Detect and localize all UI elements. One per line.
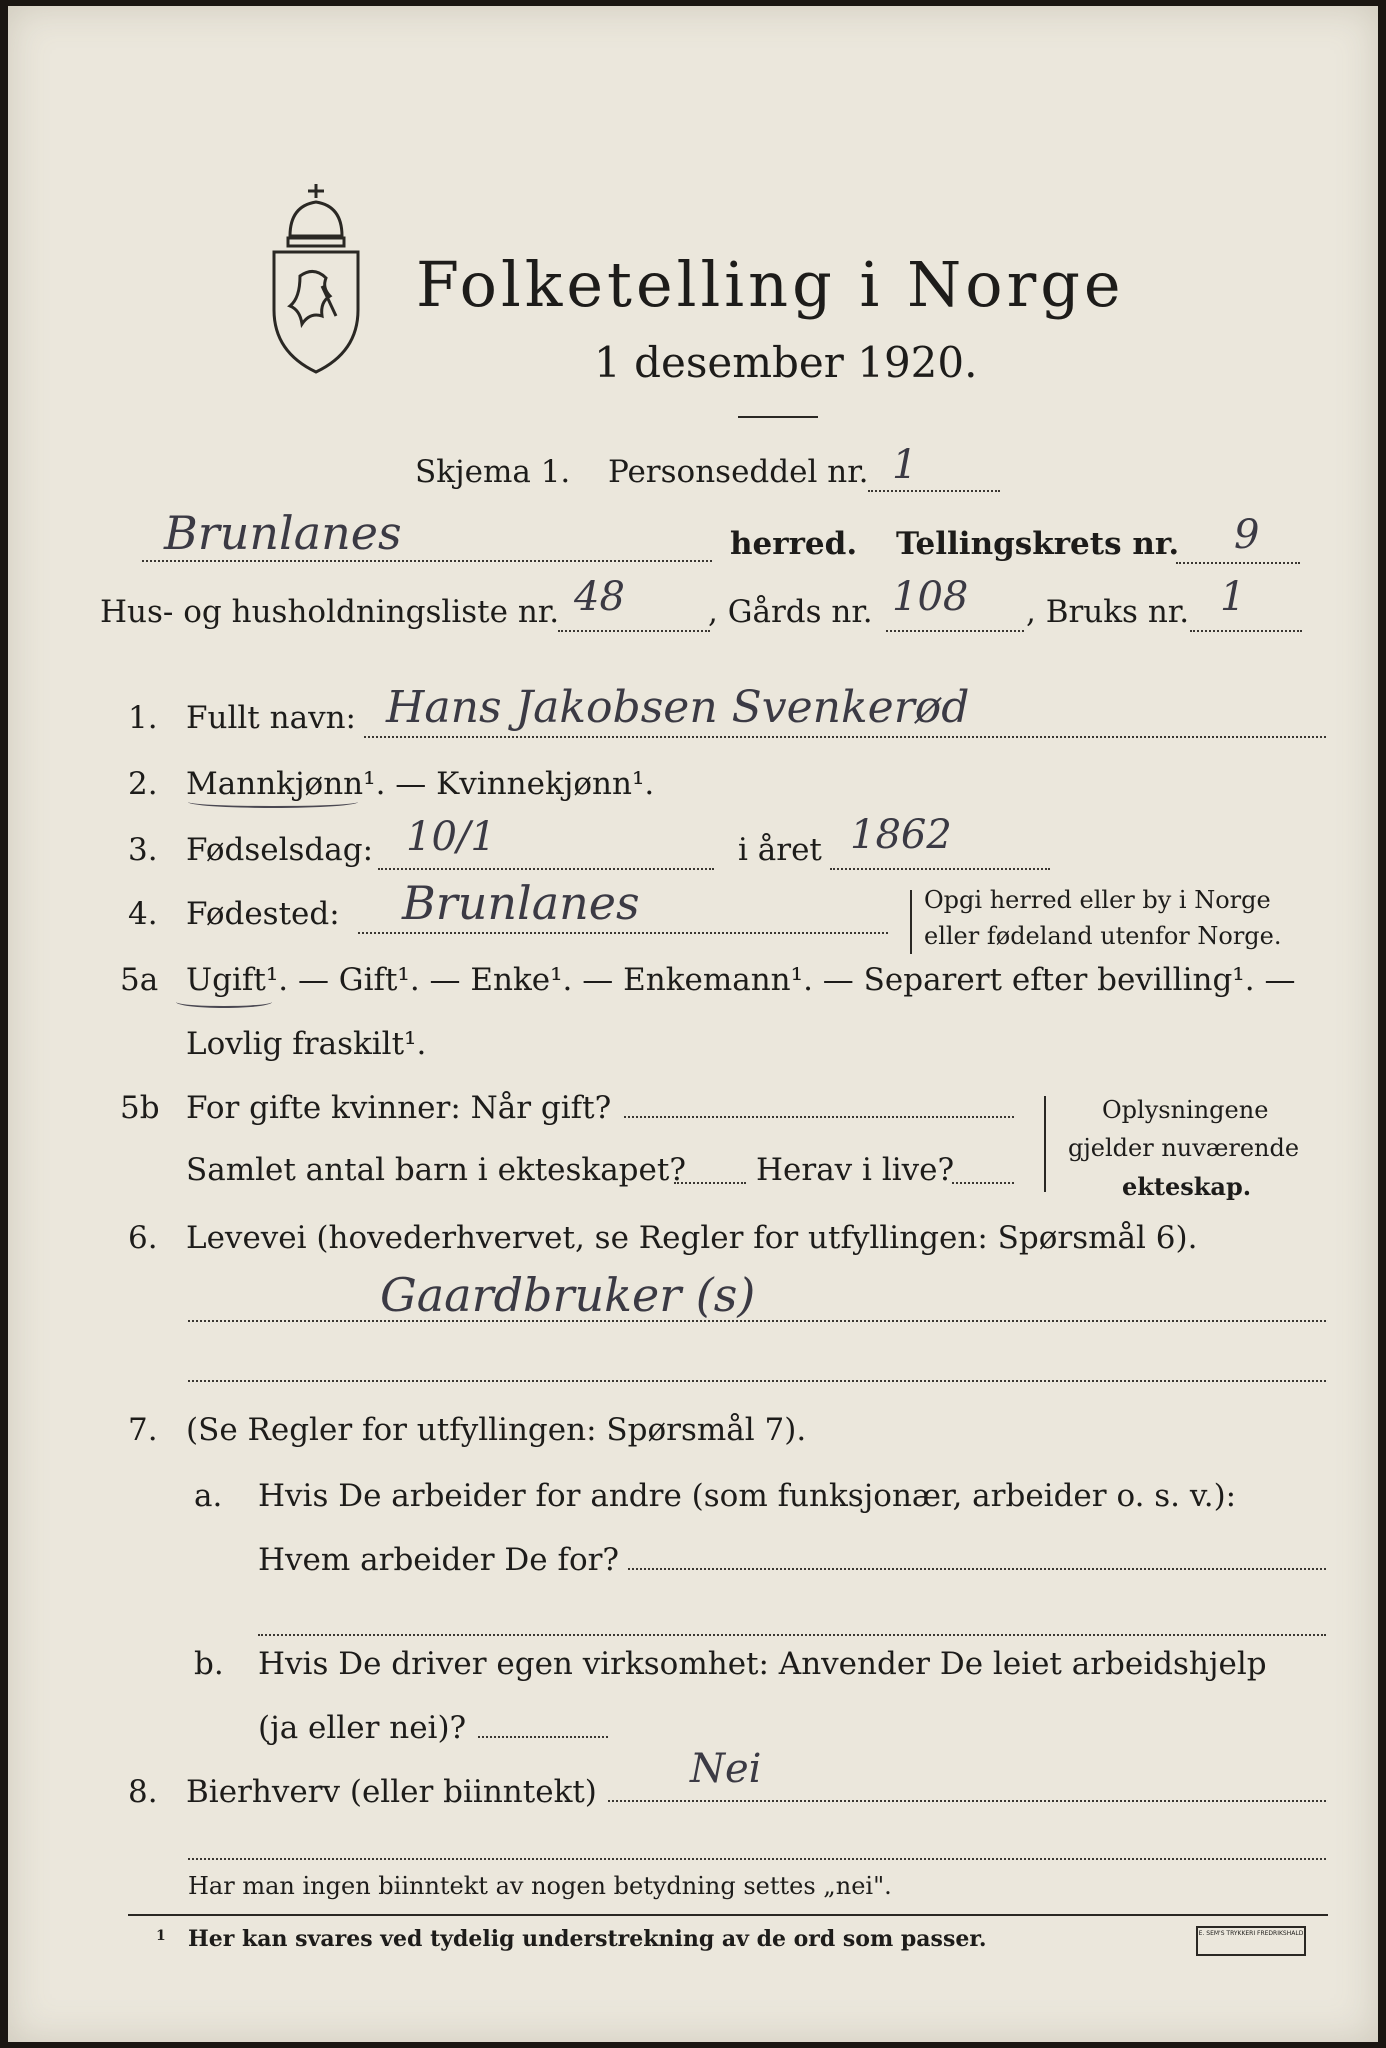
occupation-field[interactable] (188, 1320, 1326, 1322)
q5b-brace (1044, 1096, 1046, 1192)
herred-field[interactable] (142, 560, 712, 562)
footnote-mark: 1 (156, 1928, 166, 1944)
q8-number: 8. (128, 1774, 158, 1810)
form-title: Folketelling i Norge (416, 248, 1125, 321)
census-form (8, 6, 1378, 2042)
tellingskrets-label: Tellingskrets nr. (896, 526, 1180, 562)
q7a-label-2: Hvem arbeider De for? (258, 1542, 620, 1578)
birthdate-value: 10/1 (406, 814, 496, 860)
q6-number: 6. (128, 1220, 158, 1256)
bruks-value: 1 (1220, 574, 1246, 620)
q7b-label-2: (ja eller nei)? (258, 1710, 467, 1746)
hired-help-field[interactable] (478, 1736, 608, 1738)
gender-underline-mark (188, 796, 358, 808)
gards-value: 108 (892, 574, 969, 620)
bruks-field[interactable] (1190, 630, 1302, 632)
q4-brace (910, 890, 912, 954)
footnote: Her kan svares ved tydelig understrekning av de ord som passer. (188, 1926, 987, 1952)
q5b-alive-label: Herav i live? (756, 1152, 955, 1188)
form-date: 1 desember 1920. (594, 338, 978, 387)
birth-year-field[interactable] (830, 868, 1050, 870)
birthplace-field[interactable] (358, 932, 888, 934)
birth-year-value: 1862 (850, 812, 952, 858)
personseddel-field[interactable] (868, 490, 1000, 492)
q4-note-line1: Opgi herred eller by i Norge (924, 886, 1271, 914)
married-when-field[interactable] (624, 1116, 1014, 1118)
hus-value: 48 (574, 574, 625, 620)
footnote-divider (128, 1914, 1328, 1916)
gards-field[interactable] (886, 630, 1024, 632)
q3-label: Fødselsdag: (186, 832, 374, 868)
skjema-label: Skjema 1. (415, 454, 571, 490)
q5b-note-line2: gjelder nuværende (1068, 1134, 1300, 1162)
q5a-number: 5a (120, 962, 159, 998)
q7a-number: a. (194, 1478, 223, 1514)
children-alive-field[interactable] (952, 1182, 1014, 1184)
q7b-label: Hvis De driver egen virksomhet: Anvender De leiet arbeidshjelp (258, 1646, 1267, 1682)
q1-number: 1. (128, 700, 158, 736)
tellingskrets-value: 9 (1234, 512, 1260, 558)
q5b-children-label: Samlet antal barn i ekteskapet? (186, 1152, 686, 1188)
full-name-field[interactable] (364, 736, 1326, 738)
marital-status-options-2[interactable]: Lovlig fraskilt¹. (186, 1026, 427, 1062)
q7-number: 7. (128, 1412, 158, 1448)
q1-label: Fullt navn: (186, 700, 356, 736)
employer-field-2[interactable] (258, 1634, 1326, 1636)
employer-field[interactable] (628, 1568, 1326, 1570)
gender-options[interactable]: Mannkjønn¹. — Kvinnekjønn¹. (186, 766, 655, 802)
q7-label: (Se Regler for utfyllingen: Spørsmål 7). (186, 1412, 807, 1448)
marital-status-options[interactable]: Ugift¹. — Gift¹. — Enke¹. — Enkemann¹. — Separert efter bevilling¹. — (186, 962, 1296, 998)
side-income-field-2[interactable] (188, 1858, 1326, 1860)
hus-label: Hus- og husholdningsliste nr. (100, 594, 560, 630)
coat-of-arms-icon (260, 176, 372, 376)
q7b-number: b. (194, 1646, 224, 1682)
personseddel-label: Personseddel nr. (608, 454, 869, 490)
q5b-label: For gifte kvinner: Når gift? (186, 1090, 612, 1126)
herred-value: Brunlanes (164, 506, 402, 560)
herred-label: herred. (730, 526, 858, 562)
bruks-label: , Bruks nr. (1026, 594, 1190, 630)
q3-number: 3. (128, 832, 158, 868)
q6-label: Levevei (hovederhvervet, se Regler for utfyllingen: Spørsmål 6). (186, 1220, 1198, 1256)
q7a-label: Hvis De arbeider for andre (som funksjonær, arbeider o. s. v.): (258, 1478, 1237, 1514)
personseddel-value: 1 (892, 442, 918, 488)
q4-note-line2: eller fødeland utenfor Norge. (924, 922, 1282, 950)
q8-label: Bierhverv (eller biinntekt) (186, 1774, 597, 1810)
side-income-field[interactable] (608, 1800, 1326, 1802)
tellingskrets-field[interactable] (1176, 562, 1300, 564)
printer-stamp: E. SEM'S TRYKKERI FREDRIKSHALD (1196, 1926, 1306, 1956)
q5b-note-line1: Oplysningene (1102, 1096, 1269, 1124)
occupation-field-2[interactable] (188, 1380, 1326, 1382)
marital-underline-mark (176, 996, 272, 1008)
nei-note: Har man ingen biinntekt av nogen betydning settes „nei". (188, 1872, 892, 1900)
occupation-value: Gaardbruker (s) (380, 1268, 756, 1322)
title-divider (738, 416, 818, 418)
side-income-value: Nei (690, 1746, 762, 1792)
year-label: i året (738, 832, 822, 868)
birthplace-value: Brunlanes (402, 876, 640, 930)
children-total-field[interactable] (674, 1182, 746, 1184)
q4-number: 4. (128, 896, 158, 932)
gards-label: , Gårds nr. (708, 594, 873, 630)
q4-label: Fødested: (186, 896, 340, 932)
birthdate-field[interactable] (378, 868, 714, 870)
q5b-note-line3: ekteskap. (1122, 1172, 1252, 1201)
hus-field[interactable] (558, 630, 710, 632)
q5b-number: 5b (120, 1090, 160, 1126)
q2-number: 2. (128, 766, 158, 802)
full-name-value: Hans Jakobsen Svenkerød (386, 682, 970, 733)
